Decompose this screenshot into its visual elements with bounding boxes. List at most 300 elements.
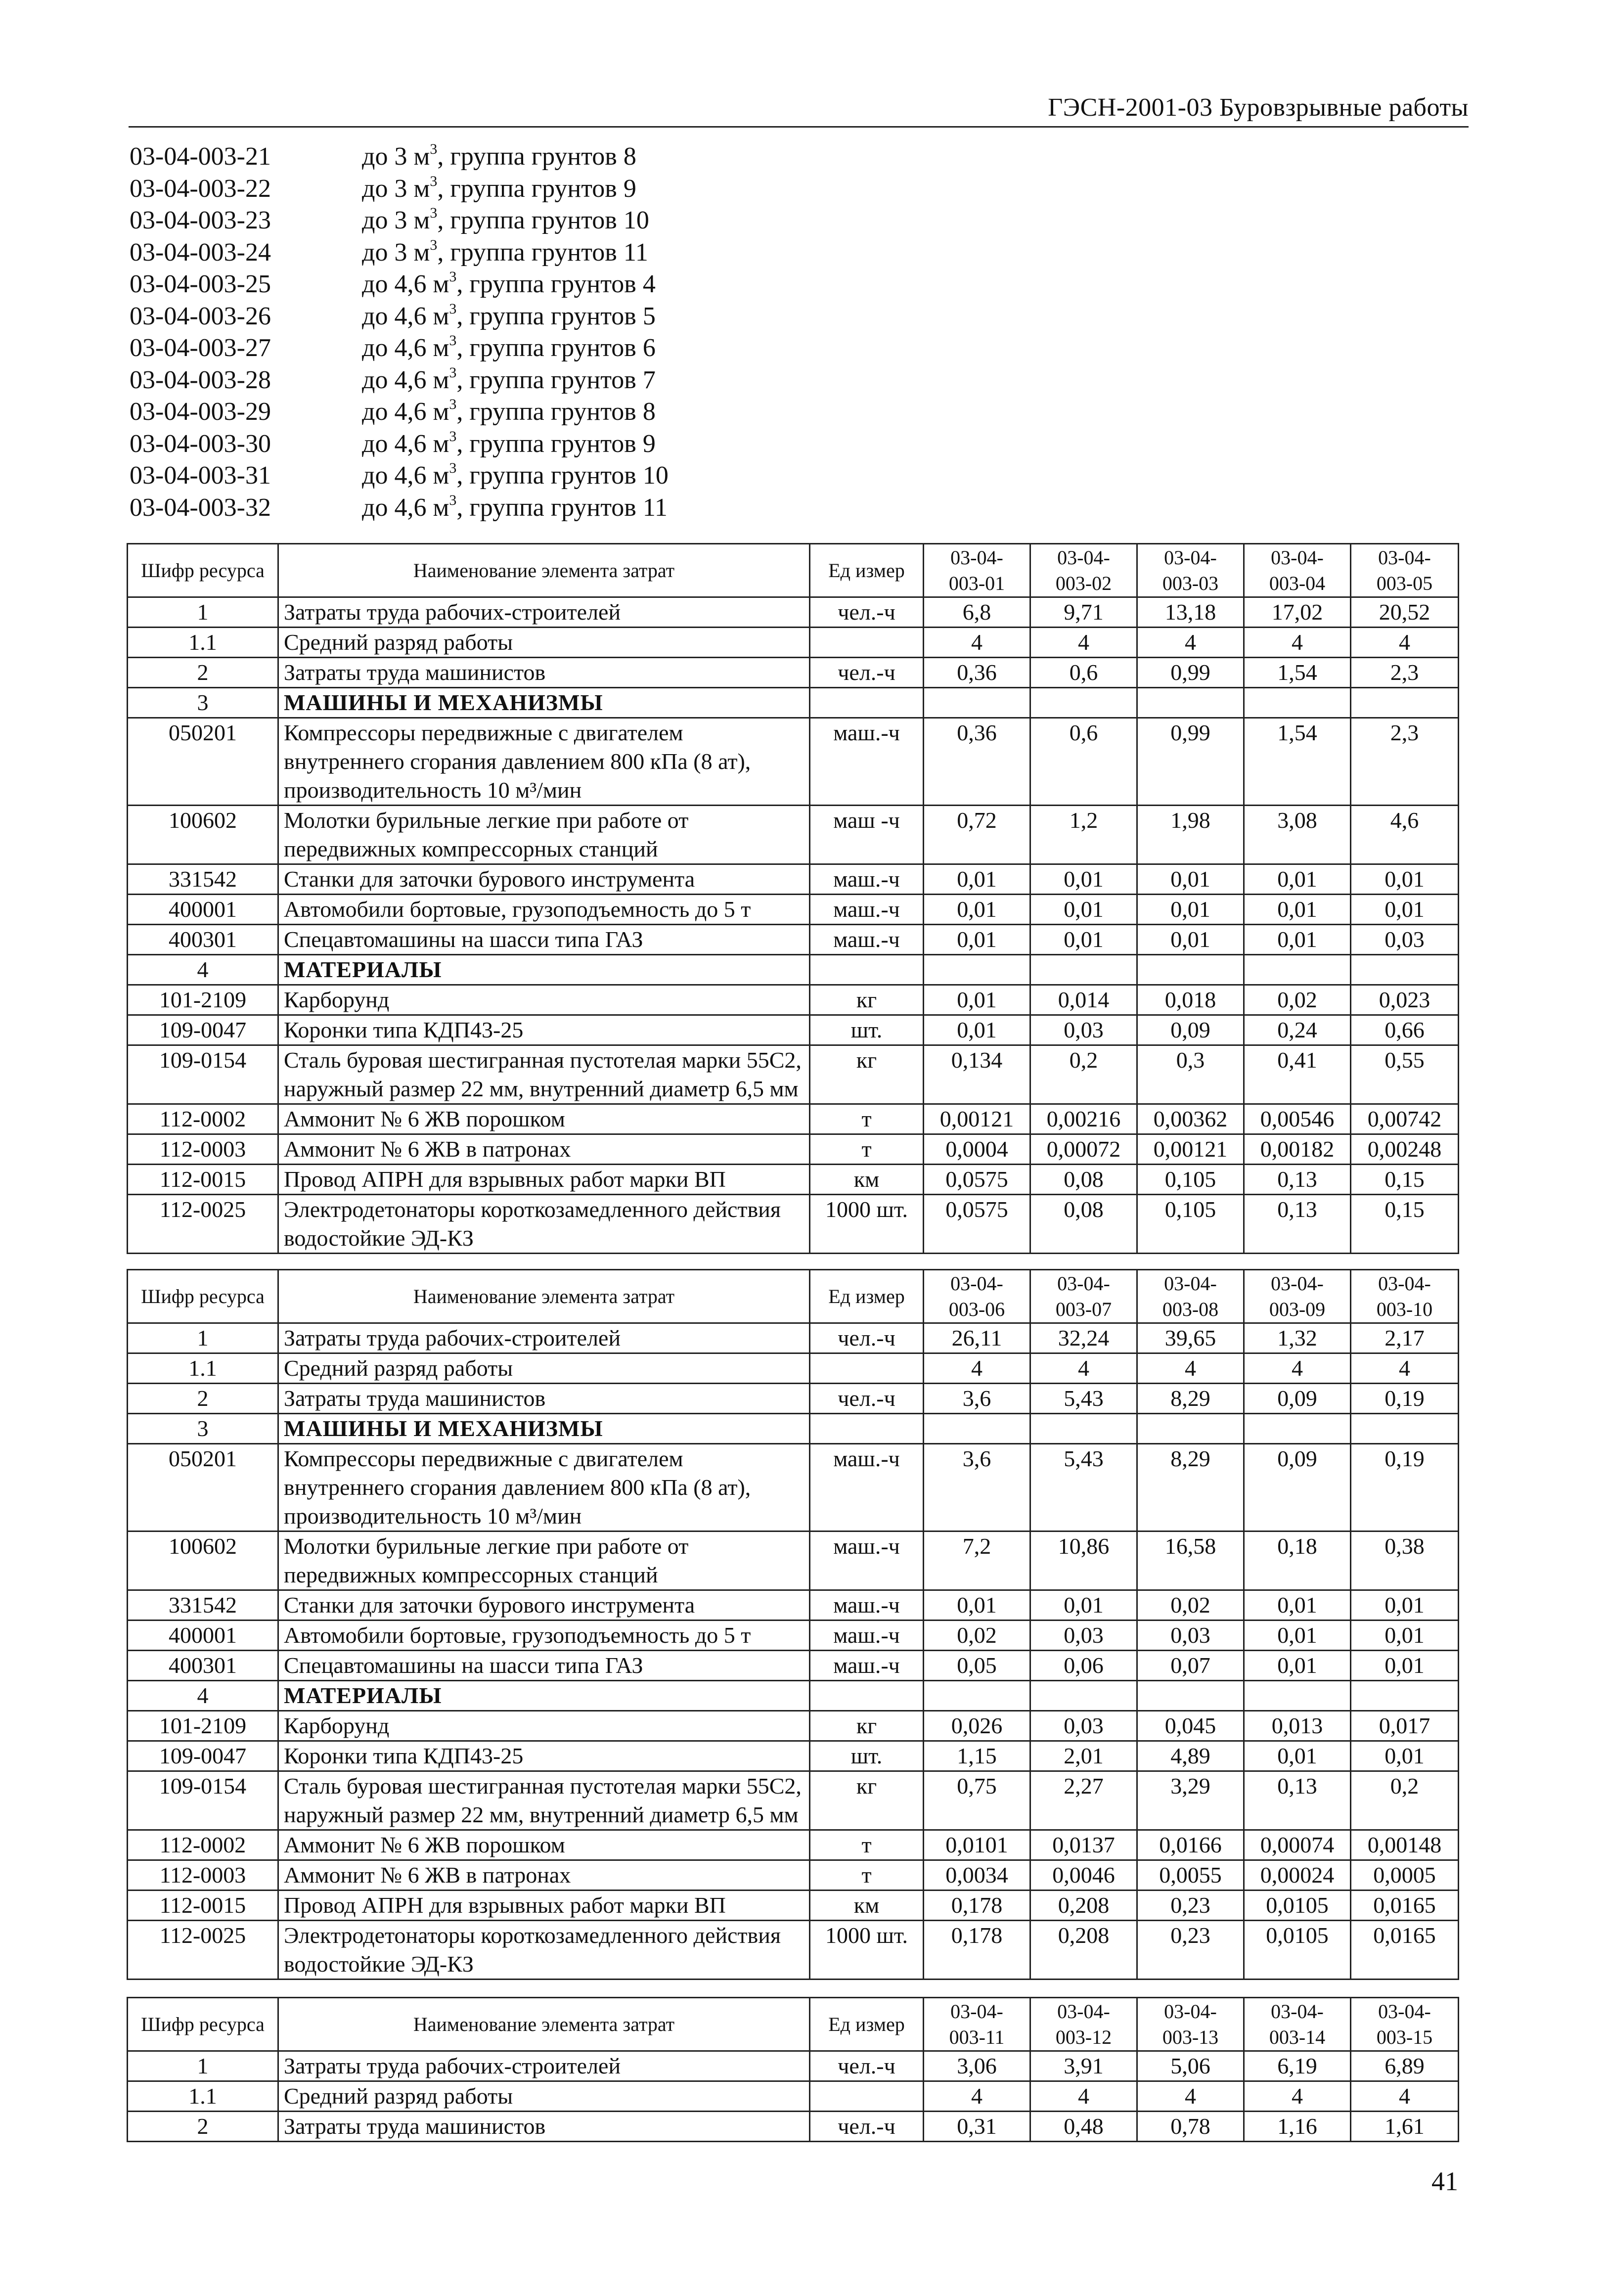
- cost-element-name: Спецавтомашины на шасси типа ГАЗ: [278, 1651, 810, 1681]
- norm-value: 0,0575: [924, 1165, 1030, 1195]
- table-row: [128, 1681, 1459, 1711]
- norm-value: [1137, 1681, 1244, 1711]
- resource-code: 100602: [128, 1531, 278, 1590]
- norm-value: 4: [1244, 1353, 1351, 1384]
- norm-value: 0,19: [1351, 1384, 1459, 1414]
- code-number: 03-04-003-25: [130, 270, 271, 298]
- table-row: [128, 895, 1459, 925]
- code-number: 03-04-003-22: [130, 174, 271, 203]
- superscript-3: 3: [449, 364, 457, 381]
- unit: маш -ч: [810, 806, 924, 864]
- norm-value: 8,29: [1137, 1444, 1244, 1531]
- norm-value: 3,29: [1137, 1771, 1244, 1830]
- table-row: [128, 1921, 1459, 1980]
- code-list-item: [130, 364, 669, 397]
- cost-element-name: Электродетонаторы короткозамедленного действия водостойкие ЭД-КЗ: [278, 1195, 810, 1254]
- norm-value: 0,01: [924, 1590, 1030, 1621]
- norm-value: 0,03: [1030, 1015, 1137, 1045]
- resource-code: 1: [128, 597, 278, 628]
- code-number: 03-04-003-32: [130, 493, 271, 522]
- norm-value: 2,17: [1351, 1323, 1459, 1353]
- superscript-3: 3: [449, 332, 457, 349]
- table-row: [128, 2112, 1459, 2142]
- norm-value: [1351, 1414, 1459, 1444]
- resource-code: 112-0002: [128, 1104, 278, 1134]
- resource-code: 2: [128, 658, 278, 688]
- resource-code: 2: [128, 2112, 278, 2142]
- unit: маш.-ч: [810, 1590, 924, 1621]
- norm-value: 20,52: [1351, 597, 1459, 628]
- header-norm-code: 03-04- 003-06: [924, 1270, 1030, 1323]
- table-row: [128, 2051, 1459, 2081]
- norm-value: 0,08: [1030, 1195, 1137, 1254]
- norm-value: 3,6: [924, 1384, 1030, 1414]
- cost-element-name: Затраты труда машинистов: [278, 658, 810, 688]
- unit: маш.-ч: [810, 1621, 924, 1651]
- norm-value: 0,00148: [1351, 1830, 1459, 1860]
- resource-code: 112-0003: [128, 1134, 278, 1165]
- table-header-row: [128, 544, 1459, 597]
- unit: кг: [810, 1771, 924, 1830]
- norm-value: 16,58: [1137, 1531, 1244, 1590]
- norm-value: [924, 1414, 1030, 1444]
- norm-value: 0,03: [1030, 1621, 1137, 1651]
- norm-value: 0,55: [1351, 1045, 1459, 1104]
- code-list: [130, 141, 669, 524]
- norm-value: 4: [924, 1353, 1030, 1384]
- norm-value: 0,01: [1137, 925, 1244, 955]
- norm-value: 1,2: [1030, 806, 1137, 864]
- norm-value: 0,0046: [1030, 1860, 1137, 1891]
- resource-code: 112-0002: [128, 1830, 278, 1860]
- cost-element-name: Компрессоры передвижные с двигателем внутреннего сгорания давлением 800 кПа (8 ат), производительность 10 м³/мин: [278, 718, 810, 806]
- norm-value: 0,0575: [924, 1195, 1030, 1254]
- code-description-prefix: до 4,6 м: [362, 334, 449, 362]
- code-description: [362, 269, 656, 301]
- header-norm-code: 03-04- 003-02: [1030, 544, 1137, 597]
- cost-element-name: Аммонит № 6 ЖВ порошком: [278, 1104, 810, 1134]
- norm-value: 3,6: [924, 1444, 1030, 1531]
- unit: маш.-ч: [810, 864, 924, 895]
- cost-element-name: Затраты труда машинистов: [278, 2112, 810, 2142]
- norm-value: 8,29: [1137, 1384, 1244, 1414]
- code-list-item: [130, 301, 669, 333]
- norm-value: 0,05: [924, 1651, 1030, 1681]
- norm-value: 26,11: [924, 1323, 1030, 1353]
- code-number: 03-04-003-24: [130, 238, 271, 267]
- unit: маш.-ч: [810, 1651, 924, 1681]
- cost-element-name: Коронки типа КДП43-25: [278, 1741, 810, 1771]
- resource-code: 400001: [128, 895, 278, 925]
- header-cost-element: Наименование элемента затрат: [278, 544, 810, 597]
- cost-element-name: Компрессоры передвижные с двигателем внутреннего сгорания давлением 800 кПа (8 ат), производительность 10 м³/мин: [278, 1444, 810, 1531]
- norm-value: 4: [1030, 2081, 1137, 2112]
- norm-value: [1137, 1414, 1244, 1444]
- code-description-suffix: , группа грунтов 5: [456, 302, 656, 330]
- norm-value: 0,01: [1030, 925, 1137, 955]
- resource-table-2: [127, 1269, 1459, 1980]
- header-resource-code: Шифр ресурса: [128, 1270, 278, 1323]
- unit: чел.-ч: [810, 1384, 924, 1414]
- norm-value: 0,00216: [1030, 1104, 1137, 1134]
- unit: [810, 955, 924, 985]
- code-description-prefix: до 3 м: [362, 142, 430, 171]
- norm-value: 0,105: [1137, 1165, 1244, 1195]
- table-row: [128, 1711, 1459, 1741]
- norm-value: 0,013: [1244, 1711, 1351, 1741]
- norm-value: 0,09: [1137, 1015, 1244, 1045]
- resource-code: 109-0047: [128, 1741, 278, 1771]
- norm-value: 1,32: [1244, 1323, 1351, 1353]
- resource-code: 100602: [128, 806, 278, 864]
- norm-value: [1030, 1414, 1137, 1444]
- cost-element-name: Карборунд: [278, 1711, 810, 1741]
- code-description: [362, 301, 656, 333]
- norm-value: [1244, 688, 1351, 718]
- code-description-suffix: , группа грунтов 9: [456, 429, 656, 458]
- norm-value: 0,0165: [1351, 1891, 1459, 1921]
- code-description: [362, 428, 656, 460]
- resource-code: 1: [128, 2051, 278, 2081]
- norm-value: 0,01: [1030, 895, 1137, 925]
- code-description-suffix: , группа грунтов 6: [456, 334, 656, 362]
- norm-value: 0,01: [1137, 895, 1244, 925]
- unit: шт.: [810, 1015, 924, 1045]
- norm-value: 5,43: [1030, 1444, 1137, 1531]
- table-row: [128, 1134, 1459, 1165]
- norm-value: 0,08: [1030, 1165, 1137, 1195]
- norm-value: 3,08: [1244, 806, 1351, 864]
- resource-code: 400301: [128, 925, 278, 955]
- code-description: [362, 237, 648, 269]
- unit: чел.-ч: [810, 597, 924, 628]
- norm-value: 0,00024: [1244, 1860, 1351, 1891]
- norm-value: 0,2: [1351, 1771, 1459, 1830]
- norm-value: 0,48: [1030, 2112, 1137, 2142]
- superscript-3: 3: [449, 460, 457, 476]
- code-description-prefix: до 3 м: [362, 238, 430, 267]
- norm-value: 0,023: [1351, 985, 1459, 1015]
- unit: т: [810, 1134, 924, 1165]
- code-list-item: [130, 173, 669, 205]
- norm-value: 4,89: [1137, 1741, 1244, 1771]
- norm-value: 0,23: [1137, 1891, 1244, 1921]
- norm-value: 0,00072: [1030, 1134, 1137, 1165]
- header-norm-code: 03-04- 003-13: [1137, 1998, 1244, 2051]
- norm-value: 0,36: [924, 718, 1030, 806]
- norm-value: [1030, 688, 1137, 718]
- norm-value: 6,8: [924, 597, 1030, 628]
- norm-value: 0,01: [1030, 864, 1137, 895]
- code-description-suffix: , группа грунтов 11: [437, 238, 648, 267]
- table-row: [128, 1195, 1459, 1254]
- table-row: [128, 1414, 1459, 1444]
- table-row: [128, 1353, 1459, 1384]
- norm-value: 0,6: [1030, 718, 1137, 806]
- norm-value: 0,99: [1137, 658, 1244, 688]
- norm-value: 0,01: [1244, 925, 1351, 955]
- resource-code: 112-0025: [128, 1195, 278, 1254]
- norm-value: 5,43: [1030, 1384, 1137, 1414]
- norm-value: [1030, 955, 1137, 985]
- table-row: [128, 1621, 1459, 1651]
- code-description: [362, 205, 649, 237]
- code-description: [362, 364, 656, 397]
- table-row: [128, 1104, 1459, 1134]
- norm-value: 0,00546: [1244, 1104, 1351, 1134]
- header-norm-code: 03-04- 003-14: [1244, 1998, 1351, 2051]
- unit: маш.-ч: [810, 925, 924, 955]
- cost-element-name: Средний разряд работы: [278, 1353, 810, 1384]
- norm-value: [924, 688, 1030, 718]
- code-number: 03-04-003-27: [130, 334, 271, 362]
- resource-code: 4: [128, 955, 278, 985]
- resource-code: 112-0003: [128, 1860, 278, 1891]
- norm-value: 0,06: [1030, 1651, 1137, 1681]
- norm-value: 4: [1030, 1353, 1137, 1384]
- unit: кг: [810, 985, 924, 1015]
- cost-element-name: Станки для заточки бурового инструмента: [278, 864, 810, 895]
- norm-value: [1137, 688, 1244, 718]
- superscript-3: 3: [430, 173, 438, 189]
- resource-code: 101-2109: [128, 985, 278, 1015]
- table-row: [128, 597, 1459, 628]
- header-norm-code: 03-04- 003-12: [1030, 1998, 1137, 2051]
- cost-element-name: Затраты труда рабочих-строителей: [278, 597, 810, 628]
- section-title: МАТЕРИАЛЫ: [278, 955, 810, 985]
- norm-value: 0,66: [1351, 1015, 1459, 1045]
- norm-value: 0,00248: [1351, 1134, 1459, 1165]
- norm-value: 0,01: [1244, 895, 1351, 925]
- resource-code: 400001: [128, 1621, 278, 1651]
- page-header: [129, 87, 1469, 128]
- section-title: МАШИНЫ И МЕХАНИЗМЫ: [278, 1414, 810, 1444]
- norm-value: 39,65: [1137, 1323, 1244, 1353]
- norm-value: 4: [1137, 628, 1244, 658]
- code-description-prefix: до 4,6 м: [362, 461, 449, 490]
- norm-value: [924, 955, 1030, 985]
- norm-value: 0,13: [1244, 1165, 1351, 1195]
- norm-value: 1,15: [924, 1741, 1030, 1771]
- unit: [810, 1681, 924, 1711]
- code-list-item: [130, 205, 669, 237]
- norm-value: 0,208: [1030, 1891, 1137, 1921]
- norm-value: [1244, 1681, 1351, 1711]
- unit: т: [810, 1860, 924, 1891]
- norm-value: 1,16: [1244, 2112, 1351, 2142]
- norm-value: 0,0165: [1351, 1921, 1459, 1980]
- norm-value: 0,07: [1137, 1651, 1244, 1681]
- header-norm-code: 03-04- 003-07: [1030, 1270, 1137, 1323]
- code-description-prefix: до 3 м: [362, 174, 430, 203]
- table-row: [128, 1771, 1459, 1830]
- norm-value: 0,208: [1030, 1921, 1137, 1980]
- code-description-suffix: , группа грунтов 9: [437, 174, 636, 203]
- norm-value: 0,01: [1244, 1741, 1351, 1771]
- code-description: [362, 141, 636, 173]
- page-number: 41: [1431, 2166, 1458, 2196]
- unit: км: [810, 1891, 924, 1921]
- header-norm-code: 03-04- 003-10: [1351, 1270, 1459, 1323]
- header-norm-code: 03-04- 003-03: [1137, 544, 1244, 597]
- norm-value: 0,01: [1351, 1651, 1459, 1681]
- header-resource-code: Шифр ресурса: [128, 544, 278, 597]
- resource-code: 109-0154: [128, 1045, 278, 1104]
- resource-code: 101-2109: [128, 1711, 278, 1741]
- resource-table-3: [127, 1997, 1459, 2142]
- norm-value: 0,13: [1244, 1771, 1351, 1830]
- page-header-title: ГЭСН-2001-03 Буровзрывные работы: [1048, 93, 1469, 122]
- table-row: [128, 1741, 1459, 1771]
- header-norm-code: 03-04- 003-04: [1244, 544, 1351, 597]
- norm-value: 0,0105: [1244, 1891, 1351, 1921]
- norm-value: 0,178: [924, 1921, 1030, 1980]
- code-description-suffix: , группа грунтов 8: [437, 142, 636, 171]
- table-header-row: [128, 1998, 1459, 2051]
- norm-value: 0,01: [924, 895, 1030, 925]
- resource-code: 112-0015: [128, 1891, 278, 1921]
- cost-element-name: Средний разряд работы: [278, 2081, 810, 2112]
- cost-element-name: Затраты труда машинистов: [278, 1384, 810, 1414]
- table-row: [128, 1323, 1459, 1353]
- code-description-suffix: , группа грунтов 10: [437, 206, 649, 234]
- norm-value: 0,01: [1351, 1621, 1459, 1651]
- norm-value: 0,01: [924, 925, 1030, 955]
- header-unit: Ед измер: [810, 1998, 924, 2051]
- resource-code: 4: [128, 1681, 278, 1711]
- code-number: 03-04-003-29: [130, 398, 271, 426]
- norm-value: [924, 1681, 1030, 1711]
- table-row: [128, 806, 1459, 864]
- norm-value: 0,31: [924, 2112, 1030, 2142]
- cost-element-name: Карборунд: [278, 985, 810, 1015]
- code-description-prefix: до 4,6 м: [362, 365, 449, 394]
- header-norm-code: 03-04- 003-08: [1137, 1270, 1244, 1323]
- norm-value: 0,0166: [1137, 1830, 1244, 1860]
- resource-code: 1.1: [128, 2081, 278, 2112]
- table-row: [128, 718, 1459, 806]
- norm-value: 2,01: [1030, 1741, 1137, 1771]
- norm-value: 0,0055: [1137, 1860, 1244, 1891]
- code-description: [362, 492, 668, 524]
- superscript-3: 3: [449, 428, 457, 445]
- norm-value: 0,18: [1244, 1531, 1351, 1590]
- table-row: [128, 925, 1459, 955]
- norm-value: 32,24: [1030, 1323, 1137, 1353]
- norm-value: [1030, 1681, 1137, 1711]
- norm-value: 0,78: [1137, 2112, 1244, 2142]
- resource-code: 112-0025: [128, 1921, 278, 1980]
- norm-value: 0,13: [1244, 1195, 1351, 1254]
- code-description-suffix: , группа грунтов 8: [456, 398, 656, 426]
- code-list-item: [130, 237, 669, 269]
- norm-value: 0,0105: [1244, 1921, 1351, 1980]
- cost-element-name: Провод АПРН для взрывных работ марки ВП: [278, 1891, 810, 1921]
- norm-value: 0,0101: [924, 1830, 1030, 1860]
- norm-value: 0,01: [1351, 1590, 1459, 1621]
- norm-value: 0,02: [924, 1621, 1030, 1651]
- norm-value: 0,105: [1137, 1195, 1244, 1254]
- unit: км: [810, 1165, 924, 1195]
- code-description-prefix: до 3 м: [362, 206, 430, 234]
- norm-value: 0,03: [1137, 1621, 1244, 1651]
- norm-value: 0,03: [1351, 925, 1459, 955]
- cost-element-name: Коронки типа КДП43-25: [278, 1015, 810, 1045]
- norm-value: 17,02: [1244, 597, 1351, 628]
- norm-value: 0,99: [1137, 718, 1244, 806]
- cost-element-name: Спецавтомашины на шасси типа ГАЗ: [278, 925, 810, 955]
- superscript-3: 3: [449, 300, 457, 317]
- header-norm-code: 03-04- 003-15: [1351, 1998, 1459, 2051]
- cost-element-name: Электродетонаторы короткозамедленного действия водостойкие ЭД-КЗ: [278, 1921, 810, 1980]
- norm-value: 0,00121: [1137, 1134, 1244, 1165]
- code-description-prefix: до 4,6 м: [362, 270, 449, 298]
- header-unit: Ед измер: [810, 1270, 924, 1323]
- unit: чел.-ч: [810, 1323, 924, 1353]
- unit: шт.: [810, 1741, 924, 1771]
- norm-value: 5,06: [1137, 2051, 1244, 2081]
- code-number: 03-04-003-31: [130, 461, 271, 490]
- norm-value: 0,15: [1351, 1195, 1459, 1254]
- norm-value: 4: [1137, 1353, 1244, 1384]
- norm-value: 0,38: [1351, 1531, 1459, 1590]
- header-norm-code: 03-04- 003-05: [1351, 544, 1459, 597]
- norm-value: 0,00742: [1351, 1104, 1459, 1134]
- code-description-prefix: до 4,6 м: [362, 398, 449, 426]
- resource-code: 2: [128, 1384, 278, 1414]
- table-row: [128, 2081, 1459, 2112]
- table-row: [128, 1830, 1459, 1860]
- code-description: [362, 460, 669, 492]
- code-list-item: [130, 269, 669, 301]
- norm-value: 0,09: [1244, 1384, 1351, 1414]
- resource-code: 1.1: [128, 628, 278, 658]
- unit: кг: [810, 1711, 924, 1741]
- norm-value: 3,06: [924, 2051, 1030, 2081]
- superscript-3: 3: [430, 236, 438, 253]
- resource-code: 112-0015: [128, 1165, 278, 1195]
- norm-value: 4: [1351, 1353, 1459, 1384]
- norm-value: 0,0137: [1030, 1830, 1137, 1860]
- cost-element-name: Аммонит № 6 ЖВ порошком: [278, 1830, 810, 1860]
- cost-element-name: Молотки бурильные легкие при работе от передвижных компрессорных станций: [278, 806, 810, 864]
- code-description-prefix: до 4,6 м: [362, 429, 449, 458]
- header-norm-code: 03-04- 003-09: [1244, 1270, 1351, 1323]
- cost-element-name: Молотки бурильные легкие при работе от передвижных компрессорных станций: [278, 1531, 810, 1590]
- code-list-item: [130, 492, 669, 524]
- table-row: [128, 1651, 1459, 1681]
- norm-value: 0,026: [924, 1711, 1030, 1741]
- norm-value: 0,3: [1137, 1045, 1244, 1104]
- code-number: 03-04-003-28: [130, 365, 271, 394]
- norm-value: 3,91: [1030, 2051, 1137, 2081]
- section-title: МАШИНЫ И МЕХАНИЗМЫ: [278, 688, 810, 718]
- norm-value: 0,00074: [1244, 1830, 1351, 1860]
- norm-value: 4: [1244, 628, 1351, 658]
- norm-value: 1,54: [1244, 718, 1351, 806]
- header-norm-code: 03-04- 003-01: [924, 544, 1030, 597]
- norm-value: 0,01: [1244, 864, 1351, 895]
- norm-value: 0,72: [924, 806, 1030, 864]
- norm-value: [1351, 955, 1459, 985]
- norm-value: 2,3: [1351, 718, 1459, 806]
- norm-value: 0,01: [1244, 1590, 1351, 1621]
- unit: маш.-ч: [810, 718, 924, 806]
- norm-value: 0,00121: [924, 1104, 1030, 1134]
- norm-value: 0,014: [1030, 985, 1137, 1015]
- table-row: [128, 688, 1459, 718]
- superscript-3: 3: [449, 269, 457, 285]
